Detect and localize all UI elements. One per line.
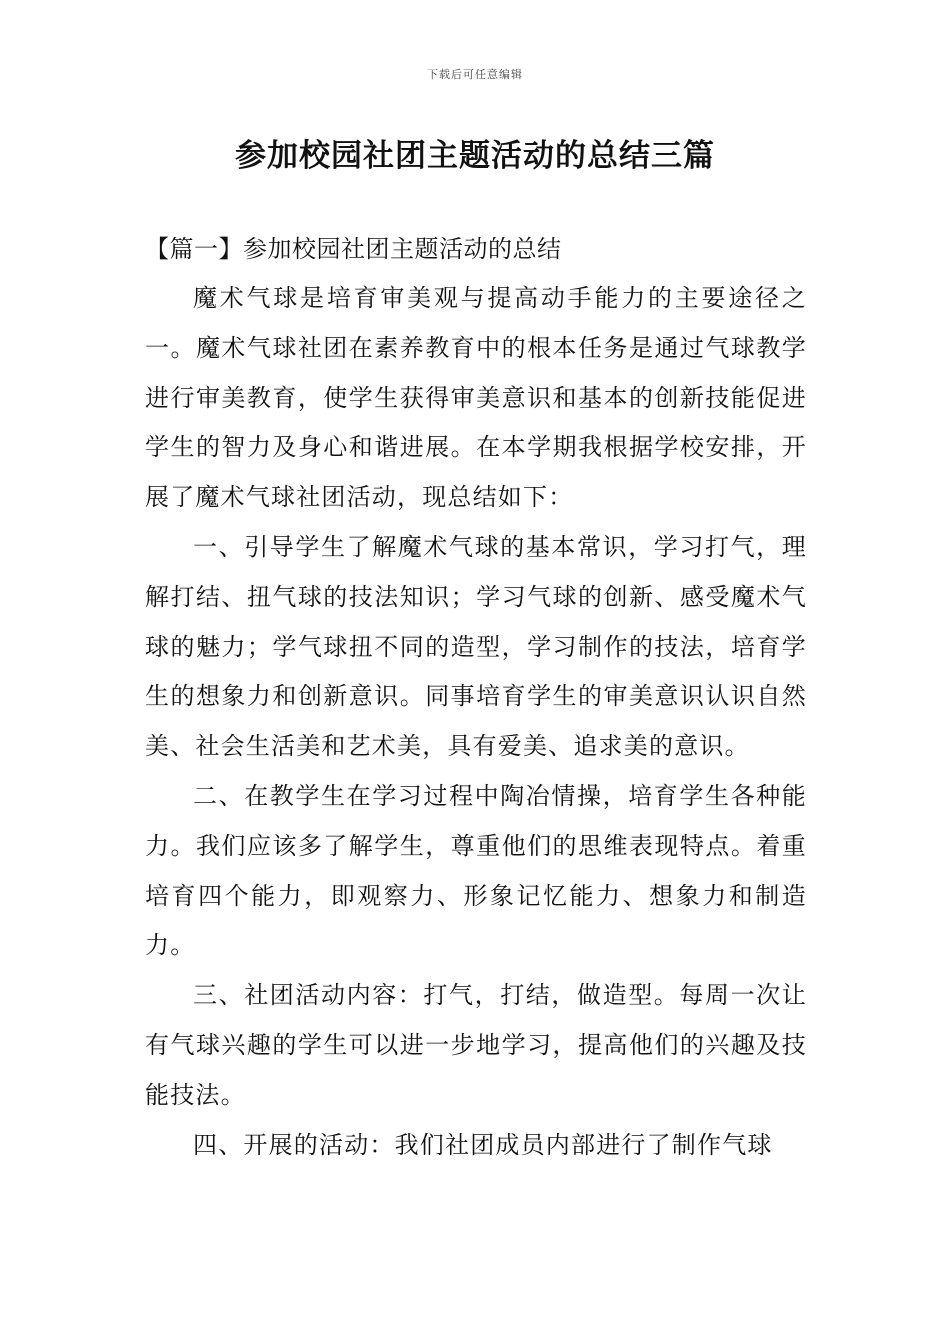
- paragraph-point-two: 二、在教学生在学习过程中陶冶情操，培育学生各种能力。我们应该多了解学生，尊重他们的思维表现特点。着重培育四个能力，即观察力、形象记忆能力、想象力和制造力。: [145, 781, 807, 960]
- paragraph-point-one: 一、引导学生了解魔术气球的基本常识，学习打气，理解打结、扭气球的技法知识；学习气球的创新、感受魔术气球的魅力；学气球扭不同的造型，学习制作的技法，培育学生的想象力和创新意识。同事培育学生的审美意识认识自然美、社会生活美和艺术美，具有爱美、追求美的意识。: [145, 532, 807, 761]
- document-title: 参加校园社团主题活动的总结三篇: [235, 138, 715, 174]
- paragraph-intro: 魔术气球是培育审美观与提高动手能力的主要途径之一。魔术气球社团在素养教育中的根本任务是通过气球教学进行审美教育，使学生获得审美意识和基本的创新技能促进学生的智力及身心和谐进展。在本学期我根据学校安排，开展了魔术气球社团活动，现总结如下：: [145, 284, 807, 512]
- header-note: 下载后可任意编辑: [427, 68, 523, 81]
- paragraph-point-four: 四、开展的活动：我们社团成员内部进行了制作气球: [193, 1130, 773, 1159]
- document-body: [145, 224, 807, 1170]
- section-heading: 【篇一】参加校园社团主题活动的总结: [145, 235, 562, 263]
- paragraph-point-three: 三、社团活动内容：打气，打结，做造型。每周一次让有气球兴趣的学生可以进一步地学习，提高他们的兴趣及技能技法。: [145, 981, 807, 1109]
